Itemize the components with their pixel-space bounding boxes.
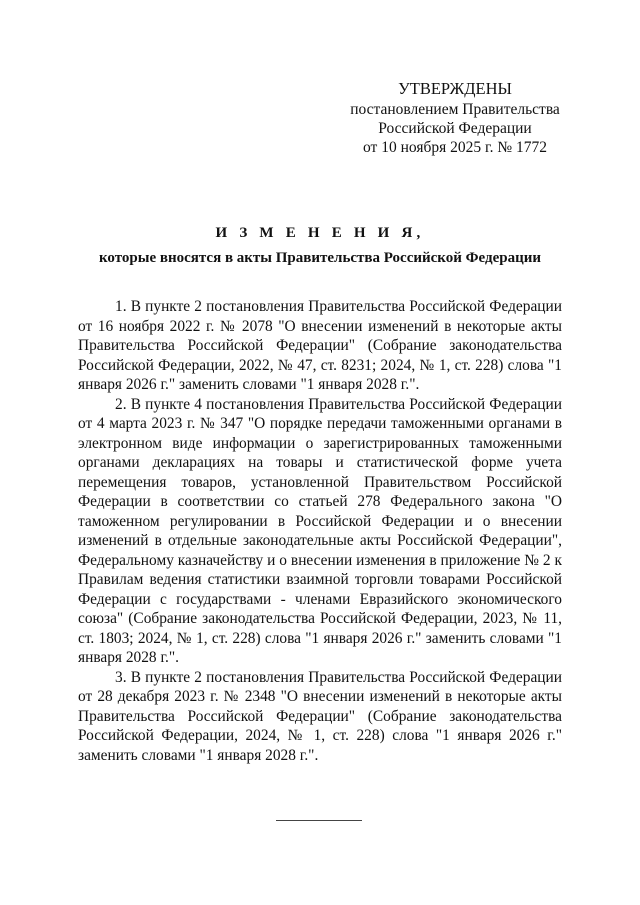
end-divider	[276, 820, 362, 821]
approval-block	[330, 79, 580, 157]
approval-date-number: от 10 ноября 2025 г. № 1772	[363, 139, 547, 156]
paragraph-2: 2. В пункте 4 постановления Правительства Российской Федерации от 4 марта 2023 г. № 347 "О порядке передачи таможенными органами в электронном виде информации о зарегистрированных таможенными органами декларациях на товары и статистической форме учета перемещения товаров, установленной Правительством Российской Федерации в соответствии со статьей 278 Федерального закона "О таможенном регулировании в Российской Федерации и о внесении изменений в отдельные законодательные акты Российской Федерации", Федеральному казначейству и о внесении изменения в приложение № 2 к Правилам ведения статистики взаимной торговли товарами Российской Федерации с государствами - членами Евразийского экономического союза" (Собрание законодательства Российской Федерации, 2023, № 11, ст. 1803; 2024, № 1, ст. 228) слова "1 января 2026 г." заменить словами "1 января 2028 г.".	[78, 395, 562, 666]
document-subtitle: которые вносятся в акты Правительства Российской Федерации	[98, 250, 542, 266]
approval-heading: УТВЕРЖДЕНЫ	[398, 79, 512, 98]
paragraph-1: 1. В пункте 2 постановления Правительства Российской Федерации от 16 ноября 2022 г. № 2078 "О внесении изменений в некоторые акты Правительства Российской Федерации" (Собрание законодательства Российской Федерации, 2022, № 47, ст. 8231; 2024, № 1, ст. 228) слова "1 января 2026 г." заменить словами "1 января 2028 г.".	[78, 298, 562, 393]
approval-authority: постановлением Правительства	[350, 101, 560, 118]
approval-country: Российской Федерации	[378, 120, 532, 137]
paragraph-3: 3. В пункте 2 постановления Правительства Российской Федерации от 28 декабря 2023 г. № 2348 "О внесении изменений в некоторые акты Правительства Российской Федерации" (Собрание законодательства Российской Федерации, 2024, № 1, ст. 228) слова "1 января 2026 г." заменить словами "1 января 2028 г.".	[78, 668, 562, 764]
document-title: И З М Е Н Е Н И Я,	[215, 225, 425, 241]
document-body	[78, 297, 562, 765]
